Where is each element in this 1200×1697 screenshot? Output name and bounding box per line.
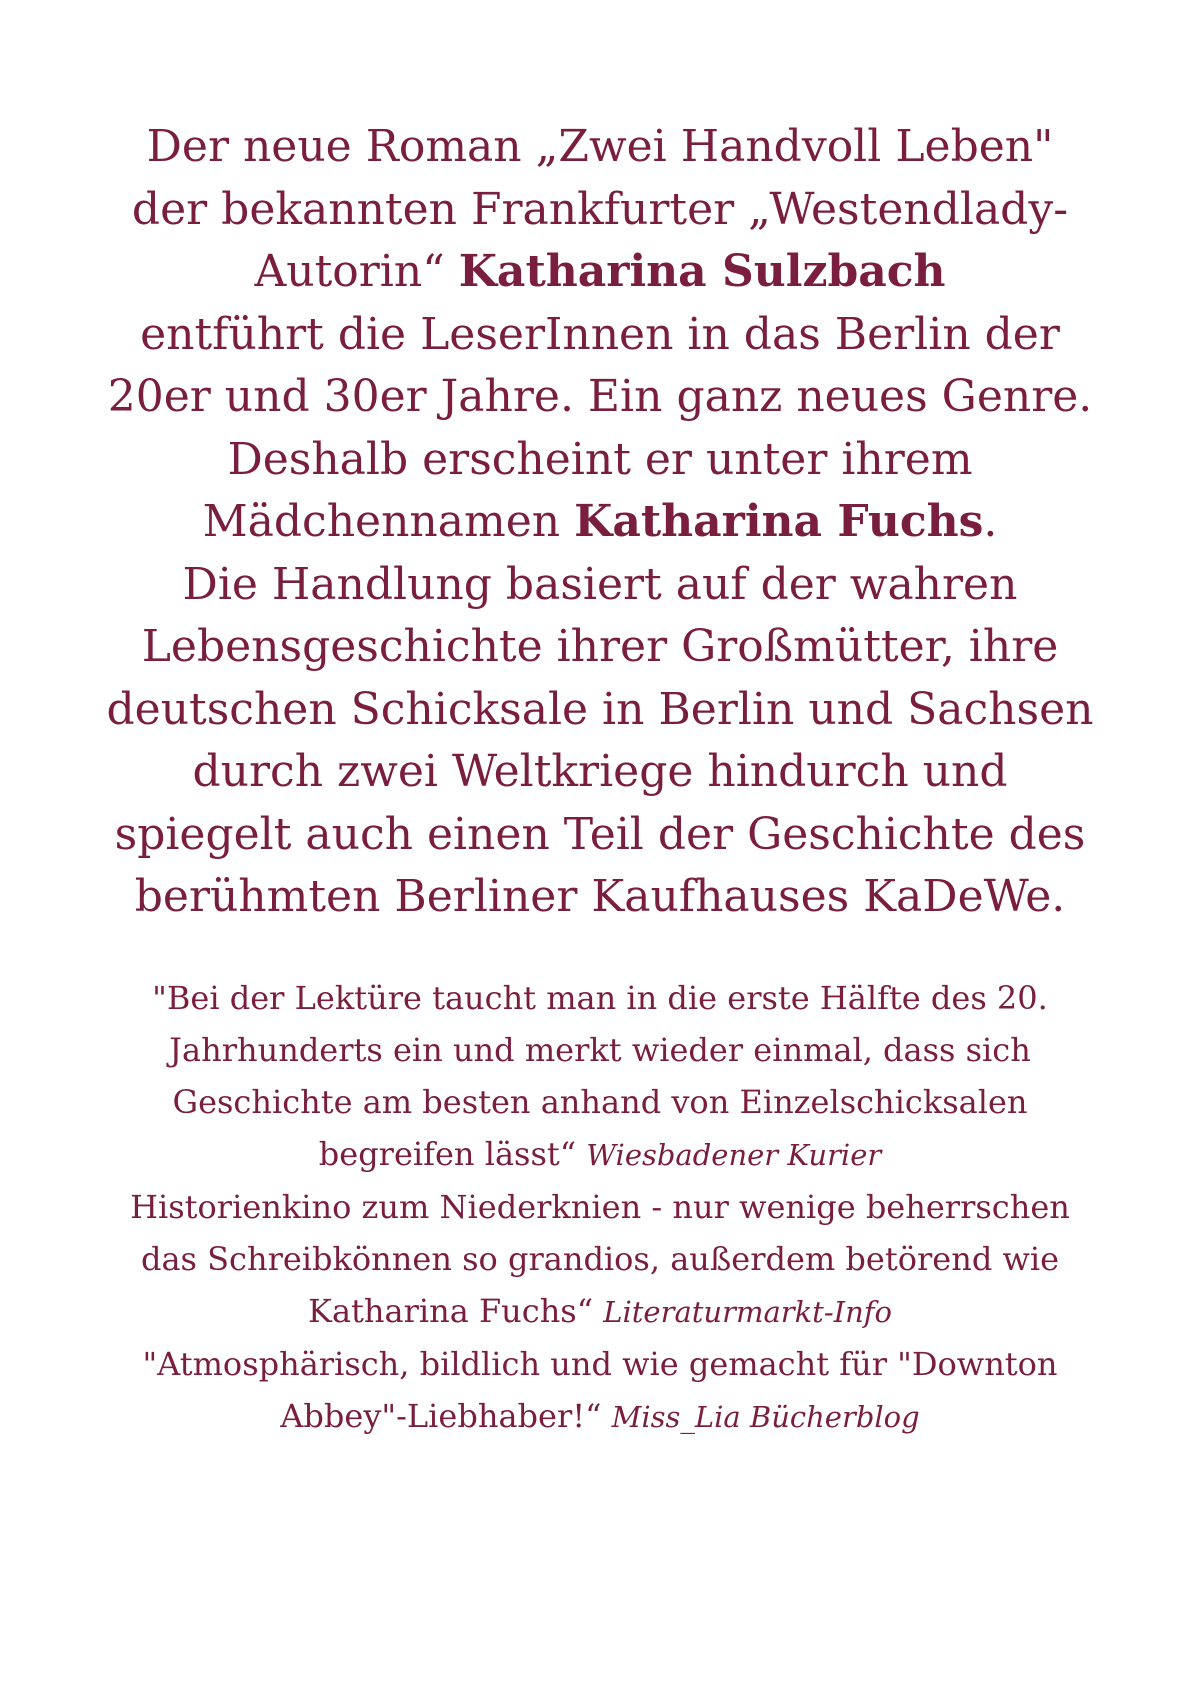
- review-text: Historienkino zum Niederknien - nur wenige beherrschen: [130, 1188, 1070, 1226]
- review-text: Abbey"-Liebhaber!“: [280, 1397, 612, 1435]
- reviews-line: [80, 1181, 1120, 1233]
- reviews-line: [80, 1076, 1120, 1128]
- intro-text: der bekannten Frankfurter „Westendlady-: [131, 183, 1069, 235]
- author-name: Katharina Sulzbach: [458, 246, 946, 297]
- intro-line: [80, 116, 1120, 179]
- review-source: Wiesbadener Kurier: [586, 1138, 882, 1172]
- reviews-line: [80, 972, 1120, 1024]
- intro-line: [80, 491, 1120, 554]
- intro-text: .: [983, 496, 998, 547]
- intro-line: [80, 179, 1120, 242]
- intro-text: Deshalb erscheint er unter ihrem: [227, 433, 973, 485]
- review-text: "Atmosphärisch, bildlich und wie gemacht für "Downton: [142, 1345, 1058, 1383]
- intro-line: [80, 866, 1120, 929]
- reviews-line: [80, 1024, 1120, 1076]
- intro-text: Lebensgeschichte ihrer Großmütter, ihre: [141, 621, 1059, 672]
- book-description: [80, 116, 1120, 929]
- author-name: Katharina Fuchs: [574, 496, 984, 547]
- intro-text: berühmten Berliner Kaufhauses KaDeWe.: [134, 871, 1066, 922]
- review-quotes: [80, 972, 1120, 1443]
- reviews-line: [80, 1285, 1120, 1338]
- review-source: Miss_Lia Bücherblog: [611, 1400, 920, 1434]
- intro-text: deutschen Schicksale in Berlin und Sachsen: [106, 683, 1094, 735]
- intro-line: [80, 366, 1120, 429]
- intro-line: [80, 429, 1120, 492]
- review-text: das Schreibkönnen so grandios, außerdem betörend wie: [140, 1240, 1060, 1278]
- review-text: Jahrhunderts ein und merkt wieder einmal, dass sich: [169, 1031, 1031, 1069]
- reviews-line: [80, 1390, 1120, 1443]
- intro-line: [80, 241, 1120, 304]
- review-text: Geschichte am besten anhand von Einzelschicksalen: [172, 1083, 1028, 1121]
- intro-line: [80, 804, 1120, 867]
- intro-line: [80, 304, 1120, 367]
- reviews-line: [80, 1338, 1120, 1390]
- reviews-line: [80, 1128, 1120, 1181]
- intro-text: Der neue Roman „Zwei Handvoll Leben": [146, 121, 1054, 172]
- intro-line: [80, 616, 1120, 679]
- review-text: Katharina Fuchs“: [308, 1292, 604, 1330]
- intro-text: entführt die LeserInnen in das Berlin der: [140, 308, 1060, 360]
- intro-line: [80, 741, 1120, 804]
- reviews-line: [80, 1233, 1120, 1285]
- intro-text: spiegelt auch einen Teil der Geschichte des: [114, 808, 1086, 860]
- review-text: begreifen lässt“: [318, 1135, 587, 1173]
- intro-line: [80, 554, 1120, 617]
- review-text: "Bei der Lektüre taucht man in die erste Hälfte des 20.: [152, 979, 1048, 1017]
- intro-text: 20er und 30er Jahre. Ein ganz neues Genre.: [107, 371, 1093, 422]
- intro-text: Mädchennamen: [202, 496, 575, 547]
- intro-text: durch zwei Weltkriege hindurch und: [192, 746, 1008, 797]
- intro-text: Die Handlung basiert auf der wahren: [182, 558, 1018, 610]
- intro-text: Autorin“: [254, 246, 459, 297]
- review-source: Literaturmarkt-Info: [603, 1295, 892, 1329]
- intro-line: [80, 679, 1120, 742]
